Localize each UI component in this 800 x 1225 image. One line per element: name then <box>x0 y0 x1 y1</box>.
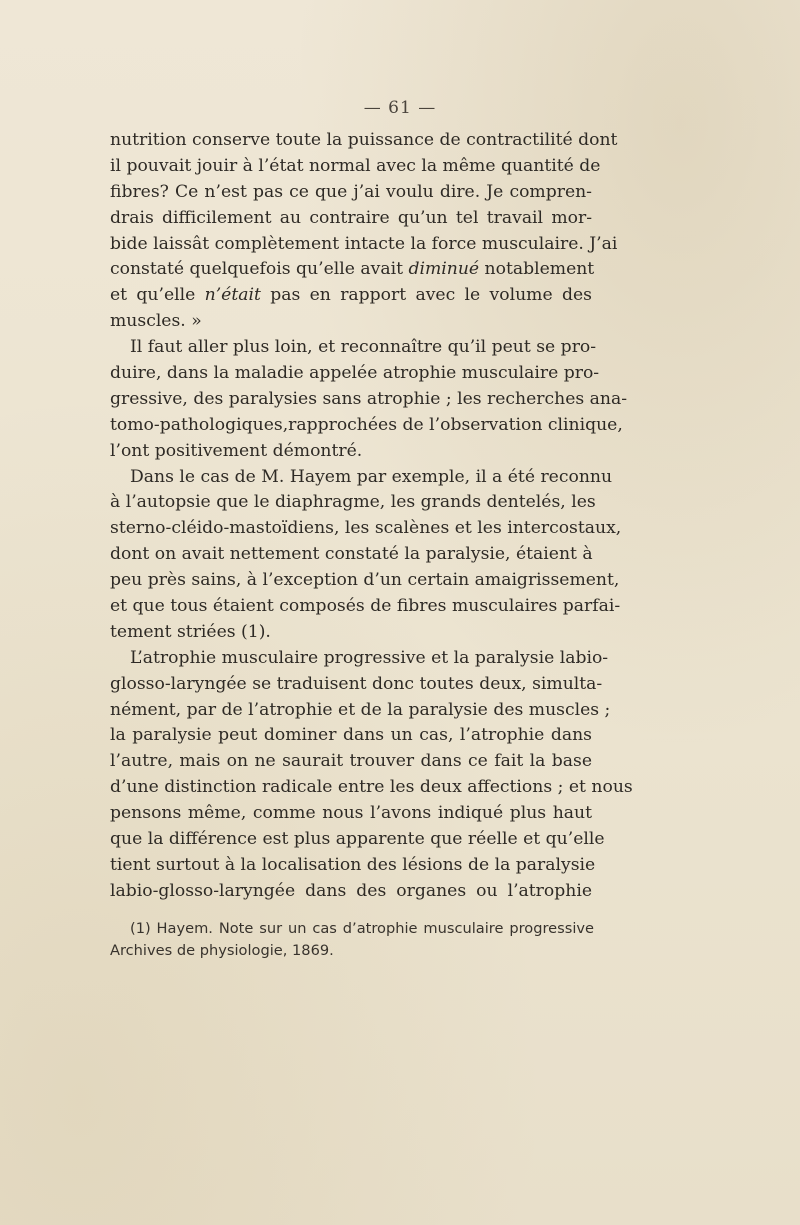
text-line: gressive, des paralysies sans atrophie ; les recherches ana- <box>110 388 628 409</box>
text-line: muscles. » <box>110 311 202 332</box>
text-line: pensons même, comme nous l’avons indiqué plus haut <box>110 803 592 824</box>
text-line: L’atrophie musculaire progressive et la paralysie labio- <box>130 647 609 668</box>
text-line: sterno-cléido-mastoïdiens, les scalènes et les intercostaux, <box>110 518 622 539</box>
text-line: constaté quelquefois qu’elle avait diminué notablement <box>110 259 595 280</box>
text-line: tient surtout à la localisation des lésions de la paralysie <box>110 854 596 875</box>
text-line: Il faut aller plus loin, et reconnaître qu’il peut se pro- <box>130 337 597 358</box>
footnote-line: Archives de physiologie, 1869. <box>110 942 334 959</box>
text-line: l’autre, mais on ne saurait trouver dans ce fait la base <box>110 751 592 772</box>
text-line: Dans le cas de M. Hayem par exemple, il a été reconnu <box>130 466 613 487</box>
text-line: tement striées (1). <box>110 621 271 642</box>
footnote-line: (1) Hayem. Note sur un cas d’atrophie musculaire progressive <box>130 920 594 937</box>
text-line: que la différence est plus apparente que réelle et qu’elle <box>110 829 605 850</box>
body-text <box>110 128 633 905</box>
text-line: d’une distinction radicale entre les deux affections ; et nous <box>110 777 633 798</box>
text-line: nément, par de l’atrophie et de la paralysie des muscles ; <box>110 699 611 720</box>
text-line: peu près sains, à l’exception d’un certain amaigrissement, <box>110 570 620 591</box>
text-line: dont on avait nettement constaté la paralysie, étaient à <box>110 544 593 565</box>
text-line: bide laissât complètement intacte la force musculaire. J’ai <box>110 233 618 254</box>
text-line: à l’autopsie que le diaphragme, les grands dentelés, les <box>110 492 596 513</box>
text-line: la paralysie peut dominer dans un cas, l’atrophie dans <box>110 725 592 746</box>
text-line: glosso-laryngée se traduisent donc toutes deux, simulta- <box>110 673 603 694</box>
text-line: tomo-pathologiques,rapprochées de l’observation clinique, <box>110 414 623 435</box>
text-line: et que tous étaient composés de fibres musculaires parfai- <box>110 596 621 617</box>
text-line: l’ont positivement démontré. <box>110 440 363 461</box>
footnotes <box>110 918 594 962</box>
text-line: et qu’elle n’était pas en rapport avec le volume des <box>110 285 592 306</box>
text-line: duire, dans la maladie appelée atrophie musculaire pro- <box>110 363 600 384</box>
text-line: labio-glosso-laryngée dans des organes ou l’atrophie <box>110 880 592 901</box>
text-line: fibres? Ce n’est pas ce que j’ai voulu dire. Je compren- <box>110 181 592 202</box>
text-line: il pouvait jouir à l’état normal avec la même quantité de <box>110 155 601 176</box>
text-line: nutrition conserve toute la puissance de contractilité dont <box>110 130 618 150</box>
text-line: drais difficilement au contraire qu’un tel travail mor- <box>110 207 592 228</box>
page-number: — 61 — <box>363 98 437 118</box>
